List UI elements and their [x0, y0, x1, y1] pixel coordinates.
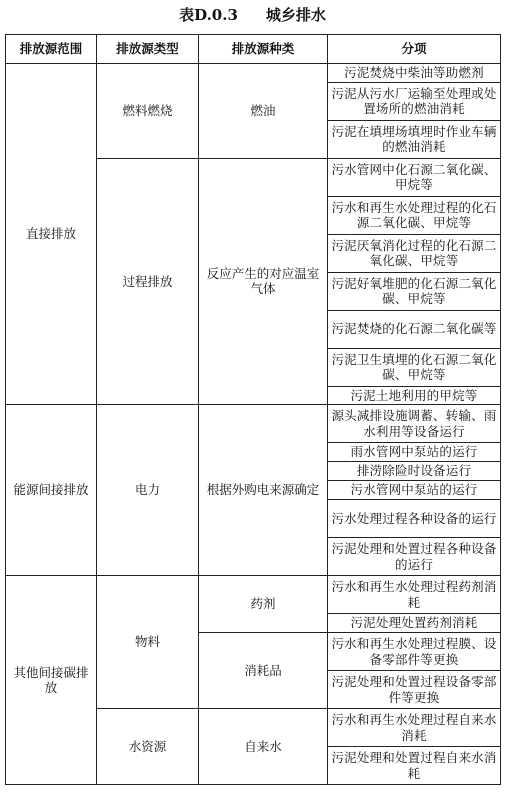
header-scope: 排放源范围 [6, 35, 97, 64]
kind-cell-tap-water: 自来水 [199, 709, 328, 785]
item-cell: 污泥焚烧的化石源二氧化碳等 [328, 310, 501, 348]
item-cell: 污水和再生水处理过程的化石源二氧化碳、甲烷等 [328, 196, 501, 234]
item-cell: 污泥焚烧中柴油等助燃剂 [328, 64, 501, 83]
item-cell: 污泥从污水厂运输至处理或处置场所的燃油消耗 [328, 82, 501, 120]
kind-cell-chemical-agent: 药剂 [199, 576, 328, 633]
item-cell: 污水处理过程各种设备的运行 [328, 500, 501, 538]
item-cell: 污水管网中化石源二氧化碳、甲烷等 [328, 158, 501, 196]
item-cell: 污泥处理和处置过程自来水消耗 [328, 747, 501, 785]
item-cell: 污泥处理和处置过程设备零部件等更换 [328, 671, 501, 709]
item-cell: 污泥处理处置药剂消耗 [328, 614, 501, 633]
scope-cell-other: 其他间接碳排放 [6, 576, 97, 785]
type-cell-water: 水资源 [97, 709, 199, 785]
header-type: 排放源类型 [97, 35, 199, 64]
item-cell: 排涝除险时设备运行 [328, 462, 501, 481]
table-row [6, 64, 501, 83]
item-cell: 污水管网中泵站的运行 [328, 481, 501, 500]
item-cell: 污泥好氧堆肥的化石源二氧化碳、甲烷等 [328, 272, 501, 310]
type-cell-electricity: 电力 [97, 405, 199, 576]
header-row [6, 35, 501, 64]
item-cell: 污泥土地利用的甲烷等 [328, 386, 501, 405]
item-cell: 污泥卫生填埋的化石源二氧化碳、甲烷等 [328, 348, 501, 386]
emission-table [5, 34, 501, 785]
item-cell: 污水和再生水处理过程药剂消耗 [328, 576, 501, 614]
scope-cell-energy: 能源间接排放 [6, 405, 97, 576]
item-cell: 雨水管网中泵站的运行 [328, 443, 501, 462]
scope-cell-direct: 直接排放 [6, 64, 97, 405]
header-kind: 排放源种类 [199, 35, 328, 64]
kind-cell-consumables: 消耗品 [199, 633, 328, 709]
item-cell: 污水和再生水处理过程膜、设备零部件等更换 [328, 633, 501, 671]
type-cell-material: 物料 [97, 576, 199, 709]
header-item: 分项 [328, 35, 501, 64]
kind-cell-reaction-gas: 反应产生的对应温室气体 [199, 158, 328, 405]
item-cell: 污泥厌氧消化过程的化石源二氧化碳、甲烷等 [328, 234, 501, 272]
kind-cell-purchased-power: 根据外购电来源确定 [199, 405, 328, 576]
item-cell: 污泥在填埋场填埋时作业车辆的燃油消耗 [328, 120, 501, 158]
kind-cell-fuel-oil: 燃油 [199, 64, 328, 159]
table-row [6, 576, 501, 614]
item-cell: 污泥处理和处置过程各种设备的运行 [328, 538, 501, 576]
table-caption-label: 表D.0.3 [179, 6, 238, 24]
type-cell-fuel: 燃料燃烧 [97, 64, 199, 159]
table-caption [0, 2, 505, 28]
type-cell-process: 过程排放 [97, 158, 199, 405]
item-cell: 源头减排设施调蓄、转输、雨水利用等设备运行 [328, 405, 501, 443]
table-row [6, 405, 501, 443]
item-cell: 污水和再生水处理过程自来水消耗 [328, 709, 501, 747]
table-caption-name: 城乡排水 [265, 6, 326, 24]
